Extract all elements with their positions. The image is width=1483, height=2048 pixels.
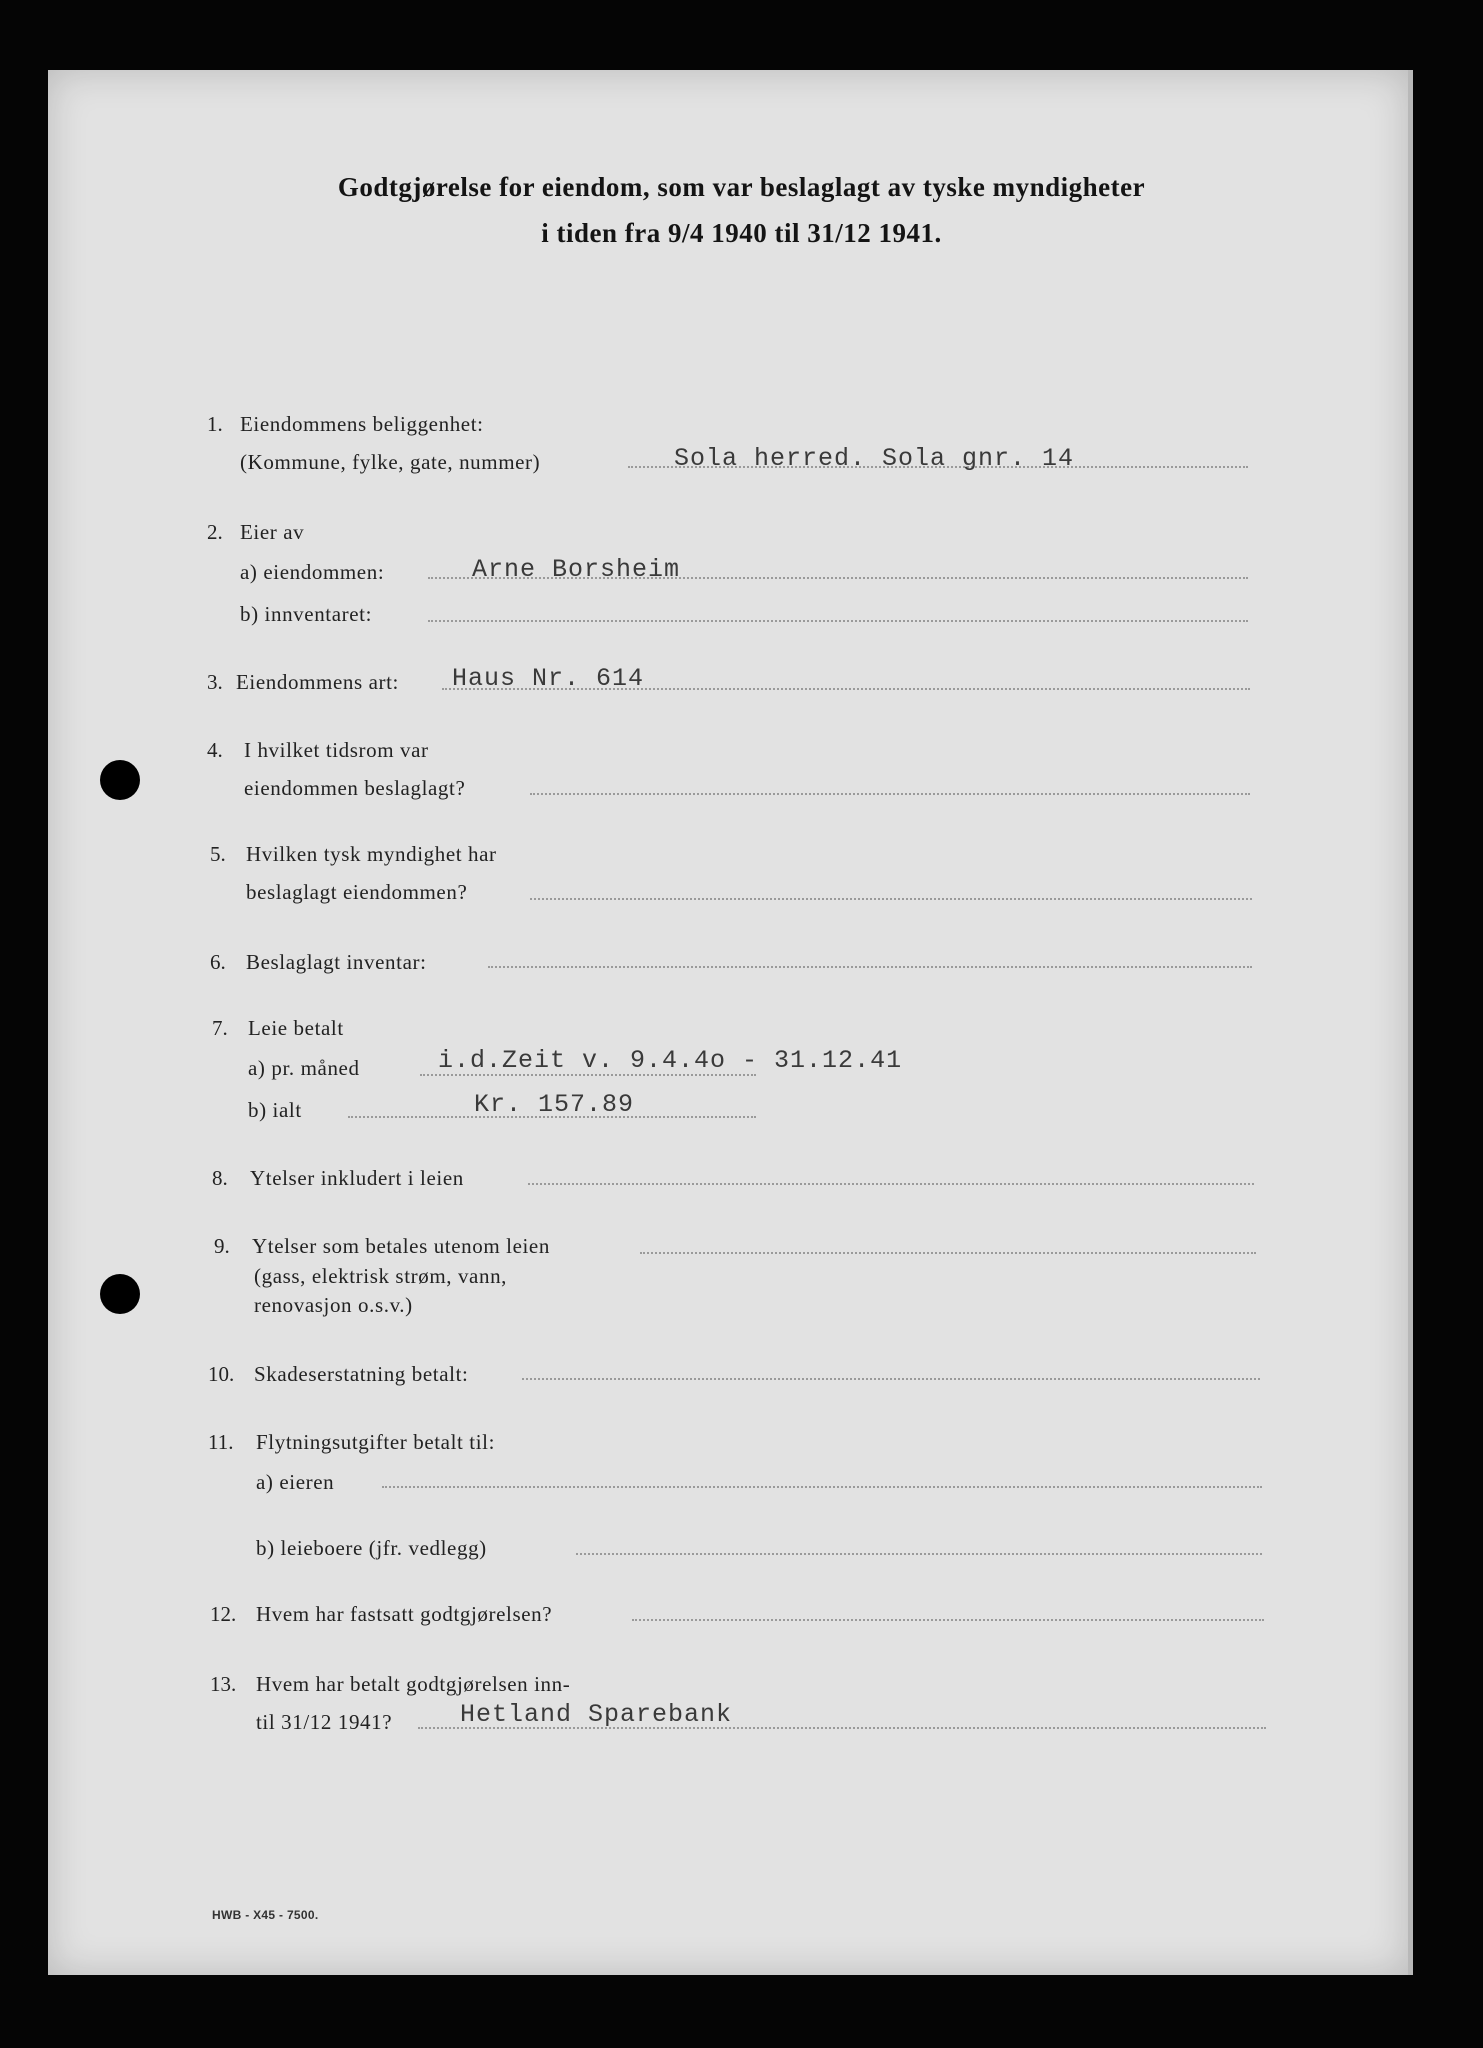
q12-label: Hvem har fastsatt godtgjørelsen? (256, 1602, 553, 1626)
q6-label: Beslaglagt inventar: (246, 950, 427, 974)
q5-label: Hvilken tysk myndighet har (246, 842, 497, 866)
q11-number: 11. (208, 1430, 234, 1454)
q8-label: Ytelser inkludert i leien (250, 1166, 464, 1190)
q13-answer: Hetland Sparebank (460, 1700, 733, 1729)
form-title-line-1: Godtgjørelse for eiendom, som var beslaglagt av tyske myndigheter (337, 172, 1146, 202)
q13-number: 13. (210, 1672, 237, 1696)
q11-label: Flytningsutgifter betalt til: (256, 1430, 496, 1454)
q5-answer-line (530, 898, 1252, 900)
q7-label: Leie betalt (248, 1016, 344, 1040)
q7a-answer: i.d.Zeit v. 9.4.4o - 31.12.41 (438, 1046, 903, 1075)
q10-number: 10. (208, 1362, 235, 1386)
q7b-answer: Kr. 157.89 (474, 1090, 635, 1119)
q4-answer-line (530, 793, 1250, 795)
punch-hole-bottom (100, 1274, 140, 1314)
q7-number: 7. (212, 1016, 228, 1040)
sheet-edge (1408, 70, 1413, 1975)
q1-number: 1. (207, 412, 223, 436)
q1-sublabel: (Kommune, fylke, gate, nummer) (240, 450, 541, 474)
q11b-answer-line (576, 1553, 1262, 1555)
q12-answer-line (632, 1619, 1264, 1621)
q7a-label: a) pr. måned (248, 1056, 360, 1080)
q6-answer-line (488, 966, 1252, 968)
q8-number: 8. (212, 1166, 228, 1190)
q1-answer: Sola herred. Sola gnr. 14 (674, 444, 1075, 473)
q2b-label: b) innventaret: (240, 602, 373, 626)
punch-hole-top (100, 760, 140, 800)
form-title-line-2: i tiden fra 9/4 1940 til 31/12 1941. (541, 218, 942, 248)
q10-answer-line (522, 1378, 1260, 1380)
q10-label: Skadeserstatning betalt: (254, 1362, 469, 1386)
q3-label: Eiendommens art: (236, 670, 399, 694)
q9-answer-line (640, 1252, 1256, 1254)
q9-number: 9. (214, 1234, 230, 1258)
q13-label: Hvem har betalt godtgjørelsen inn- (256, 1672, 571, 1696)
q2-number: 2. (207, 520, 223, 544)
q11a-label: a) eieren (256, 1470, 335, 1494)
q11b-label: b) leieboere (jfr. vedlegg) (256, 1536, 487, 1560)
q13-sublabel: til 31/12 1941? (256, 1710, 393, 1734)
q2a-answer: Arne Borsheim (472, 555, 681, 584)
q5-number: 5. (210, 842, 226, 866)
q4-number: 4. (207, 738, 223, 762)
q4-label: I hvilket tidsrom var (244, 738, 429, 762)
q2b-answer-line (428, 620, 1248, 622)
q9-sublabel-2: renovasjon o.s.v.) (254, 1293, 413, 1317)
q9-sublabel-1: (gass, elektrisk strøm, vann, (254, 1264, 508, 1288)
q1-label: Eiendommens beliggenhet: (240, 412, 484, 436)
q8-answer-line (528, 1183, 1254, 1185)
q5-sublabel: beslaglagt eiendommen? (246, 880, 468, 904)
q2a-label: a) eiendommen: (240, 560, 385, 584)
q7b-label: b) ialt (248, 1098, 302, 1122)
q6-number: 6. (210, 950, 226, 974)
print-code: HWB - X45 - 7500. (212, 1908, 319, 1922)
q3-number: 3. (207, 670, 223, 694)
q2-label: Eier av (240, 520, 305, 544)
q12-number: 12. (210, 1602, 237, 1626)
q3-answer: Haus Nr. 614 (452, 664, 645, 693)
q4-sublabel: eiendommen beslaglagt? (244, 776, 466, 800)
q9-label: Ytelser som betales utenom leien (252, 1234, 550, 1258)
q11a-answer-line (382, 1486, 1262, 1488)
